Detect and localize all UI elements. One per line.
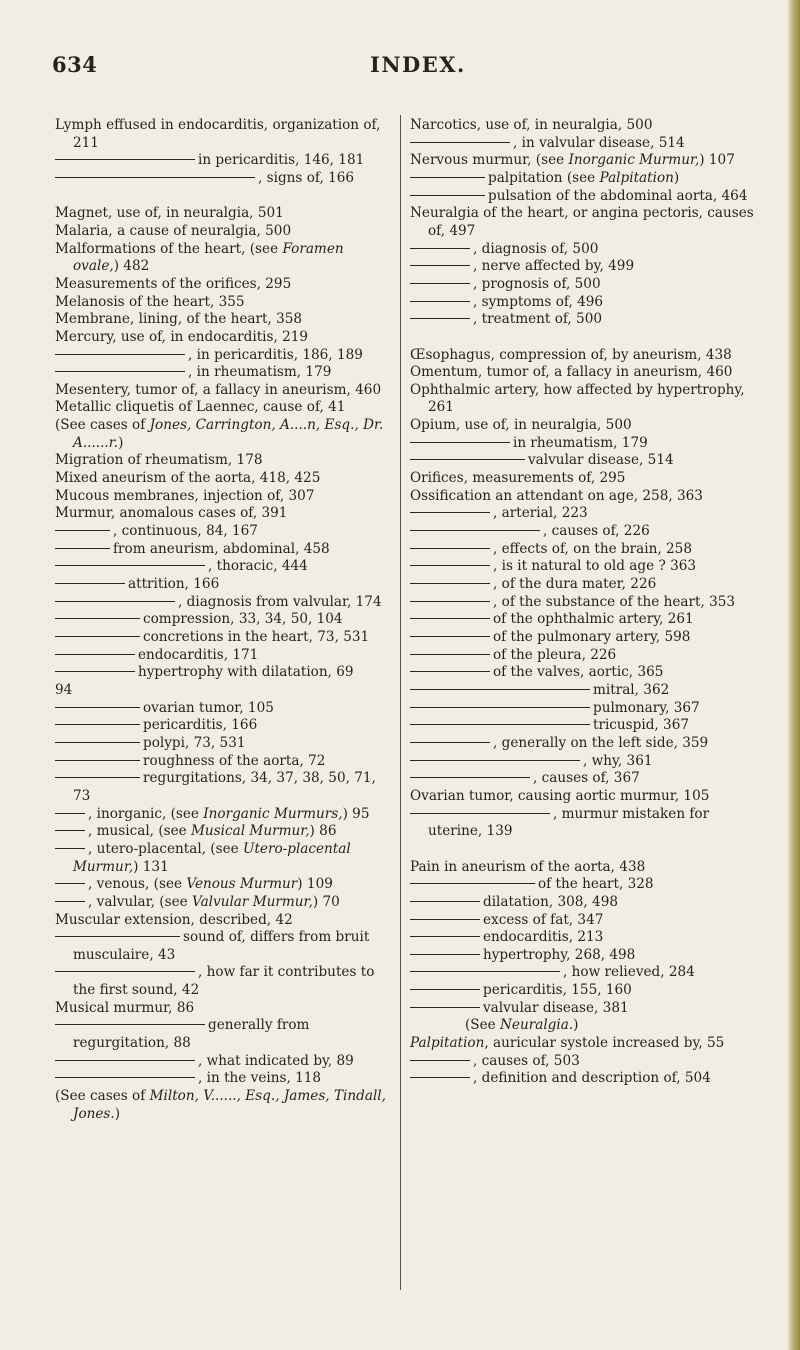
ditto-dash bbox=[410, 989, 480, 990]
index-entry bbox=[55, 223, 390, 241]
ditto-dash bbox=[410, 883, 535, 884]
index-entry bbox=[410, 894, 765, 912]
ditto-dash bbox=[55, 883, 85, 884]
index-entry-text: , causes of, 226 bbox=[543, 523, 650, 540]
index-entry bbox=[55, 823, 390, 841]
index-entry bbox=[410, 647, 765, 665]
index-entry bbox=[55, 241, 390, 276]
index-entry-text: , valvular, (see Valvular Murmur,) 70 bbox=[88, 893, 340, 910]
index-entry bbox=[55, 488, 390, 506]
index-entry-text: of the heart, 328 bbox=[538, 876, 654, 893]
index-entry-text: pulmonary, 367 bbox=[593, 699, 700, 716]
index-entry-text: roughness of the aorta, 72 bbox=[143, 752, 326, 769]
ditto-dash bbox=[55, 671, 135, 672]
index-entry-text: Narcotics, use of, in neuralgia, 500 bbox=[410, 117, 653, 133]
index-entry bbox=[55, 1088, 390, 1123]
index-entry bbox=[55, 470, 390, 488]
index-entry bbox=[55, 294, 390, 312]
ditto-dash bbox=[410, 636, 490, 637]
index-column-right bbox=[410, 117, 765, 1088]
ditto-dash bbox=[410, 318, 470, 319]
ditto-dash bbox=[410, 971, 560, 972]
index-entry bbox=[55, 1017, 390, 1052]
page-number: 634 bbox=[52, 52, 98, 77]
ditto-dash bbox=[55, 707, 140, 708]
index-entry-text: , in rheumatism, 179 bbox=[188, 364, 332, 381]
entry-gap bbox=[55, 188, 390, 206]
index-entry-text: tricuspid, 367 bbox=[593, 717, 689, 734]
index-entry-text: Neuralgia of the heart, or angina pectoris, causes of, 497 bbox=[410, 205, 754, 239]
index-entry bbox=[410, 470, 765, 488]
index-entry bbox=[410, 700, 765, 718]
ditto-dash bbox=[55, 760, 140, 761]
index-entry-text: , causes of, 503 bbox=[473, 1052, 580, 1069]
index-entry-text: dilatation, 308, 498 bbox=[483, 893, 618, 910]
index-entry bbox=[55, 629, 390, 647]
index-entry-text: , inorganic, (see Inorganic Murmurs,) 95 bbox=[88, 805, 370, 822]
index-entry bbox=[55, 700, 390, 718]
index-entry-text: in pericarditis, 146, 181 bbox=[198, 152, 365, 169]
index-entry bbox=[55, 347, 390, 365]
ditto-dash bbox=[410, 301, 470, 302]
index-entry bbox=[410, 1035, 765, 1053]
index-entry bbox=[410, 947, 765, 965]
ditto-dash bbox=[55, 830, 85, 831]
index-entry bbox=[410, 276, 765, 294]
ditto-dash bbox=[410, 724, 590, 725]
index-entry bbox=[55, 558, 390, 576]
index-entry-text: , venous, (see Venous Murmur) 109 bbox=[88, 876, 333, 893]
ditto-dash bbox=[410, 265, 470, 266]
index-entry-text: pericarditis, 166 bbox=[143, 717, 258, 734]
index-entry bbox=[410, 117, 765, 135]
index-entry bbox=[410, 558, 765, 576]
index-entry bbox=[410, 982, 765, 1000]
running-head: INDEX. bbox=[370, 52, 466, 77]
ditto-dash bbox=[410, 936, 480, 937]
index-entry-text: Orifices, measurements of, 295 bbox=[410, 470, 626, 487]
index-entry-text: , musical, (see Musical Murmur,) 86 bbox=[88, 823, 337, 840]
index-entry-text: Omentum, tumor of, a fallacy in aneurism, 460 bbox=[410, 364, 733, 381]
ditto-dash bbox=[55, 813, 85, 814]
ditto-dash bbox=[410, 618, 490, 619]
ditto-dash bbox=[410, 583, 490, 584]
index-entry-text: generally from regurgitation, 88 bbox=[73, 1017, 310, 1052]
index-entry bbox=[410, 452, 765, 470]
index-entry-text: , arterial, 223 bbox=[493, 505, 588, 522]
ditto-dash bbox=[410, 195, 485, 196]
index-entry bbox=[55, 382, 390, 400]
index-entry bbox=[55, 594, 390, 612]
ditto-dash bbox=[55, 177, 255, 178]
index-entry-text: , why, 361 bbox=[583, 752, 653, 769]
index-entry bbox=[55, 964, 390, 999]
index-entry bbox=[410, 735, 765, 753]
index-entry-text: hypertrophy with dilatation, 69 bbox=[138, 664, 354, 681]
index-entry-text: , in valvular disease, 514 bbox=[513, 134, 685, 151]
entry-gap bbox=[410, 329, 765, 347]
index-entry-text: Pain in aneurism of the aorta, 438 bbox=[410, 858, 646, 875]
index-entry-text: Ophthalmic artery, how affected by hypertrophy, 261 bbox=[410, 381, 745, 416]
index-entry bbox=[55, 806, 390, 824]
ditto-dash bbox=[410, 1007, 480, 1008]
index-entry-text: , in pericarditis, 186, 189 bbox=[188, 346, 363, 363]
index-entry-text: (See cases of Jones, Carrington, A....n, Esq., Dr. A......r.) bbox=[55, 417, 384, 451]
index-entry bbox=[410, 964, 765, 982]
index-entry-text: (See Neuralgia.) bbox=[465, 1017, 579, 1034]
index-entry-text: , treatment of, 500 bbox=[473, 311, 603, 328]
ditto-dash bbox=[55, 530, 110, 531]
index-entry-text: in rheumatism, 179 bbox=[513, 434, 648, 451]
index-entry-text: Mercury, use of, in endocarditis, 219 bbox=[55, 328, 309, 345]
index-entry bbox=[55, 770, 390, 805]
index-entry bbox=[55, 399, 390, 417]
ditto-dash bbox=[55, 1024, 205, 1025]
index-entry bbox=[410, 929, 765, 947]
ditto-dash bbox=[410, 654, 490, 655]
index-entry-text: , prognosis of, 500 bbox=[473, 275, 601, 292]
index-entry bbox=[410, 682, 765, 700]
index-entry-text: pericarditis, 155, 160 bbox=[483, 982, 632, 999]
index-entry bbox=[410, 1070, 765, 1088]
ditto-dash bbox=[55, 742, 140, 743]
index-entry bbox=[410, 488, 765, 506]
index-entry bbox=[55, 929, 390, 964]
ditto-dash bbox=[55, 159, 195, 160]
index-entry bbox=[55, 505, 390, 523]
index-entry-text: Malaria, a cause of neuralgia, 500 bbox=[55, 222, 292, 239]
index-entry-text: Murmur, anomalous cases of, 391 bbox=[55, 505, 288, 522]
index-entry bbox=[410, 770, 765, 788]
index-entry bbox=[410, 611, 765, 629]
ditto-dash bbox=[410, 177, 485, 178]
index-entry-text: Malformations of the heart, (see Foramen ovale,) 482 bbox=[55, 240, 344, 275]
index-entry-text: Lymph effused in endocarditis, organization of, 211 bbox=[55, 117, 381, 151]
index-entry-text: , what indicated by, 89 bbox=[198, 1052, 354, 1069]
ditto-dash bbox=[410, 1060, 470, 1061]
index-entry bbox=[55, 311, 390, 329]
index-entry-text: , generally on the left side, 359 bbox=[493, 734, 709, 751]
ditto-dash bbox=[55, 371, 185, 372]
index-entry-text: endocarditis, 213 bbox=[483, 929, 604, 946]
index-entry bbox=[55, 276, 390, 294]
index-entry bbox=[55, 1053, 390, 1071]
ditto-dash bbox=[410, 777, 530, 778]
index-entry-text: Migration of rheumatism, 178 bbox=[55, 452, 263, 469]
index-entry-text: of the pleura, 226 bbox=[493, 646, 617, 663]
index-entry-text: Metallic cliquetis of Laennec, cause of, 41 bbox=[55, 399, 346, 416]
index-entry-text: (See cases of Milton, V......, Esq., James, Tindall, Jones.) bbox=[55, 1088, 386, 1122]
index-entry bbox=[410, 188, 765, 206]
ditto-dash bbox=[55, 724, 140, 725]
index-entry bbox=[410, 859, 765, 877]
ditto-dash bbox=[55, 654, 135, 655]
index-entry bbox=[55, 717, 390, 735]
index-entry bbox=[55, 364, 390, 382]
index-entry-text: Mixed aneurism of the aorta, 418, 425 bbox=[55, 470, 321, 487]
ditto-dash bbox=[410, 689, 590, 690]
index-entry-text: , of the dura mater, 226 bbox=[493, 576, 657, 593]
index-entry-text: , definition and description of, 504 bbox=[473, 1070, 711, 1087]
index-entry-text: Melanosis of the heart, 355 bbox=[55, 293, 245, 310]
index-entry bbox=[55, 523, 390, 541]
ditto-dash bbox=[55, 548, 110, 549]
index-entry-text: , how relieved, 284 bbox=[563, 964, 695, 981]
index-entry bbox=[410, 912, 765, 930]
index-entry bbox=[410, 205, 765, 240]
index-entry bbox=[410, 1000, 765, 1018]
index-entry-text: , is it natural to old age ? 363 bbox=[493, 558, 697, 575]
index-entry-text: , diagnosis of, 500 bbox=[473, 240, 599, 257]
index-entry-text: , in the veins, 118 bbox=[198, 1070, 322, 1087]
index-entry bbox=[410, 505, 765, 523]
index-entry-text: polypi, 73, 531 bbox=[143, 734, 246, 751]
ditto-dash bbox=[410, 442, 510, 443]
index-entry bbox=[55, 664, 390, 682]
index-entry-text: , thoracic, 444 bbox=[208, 558, 308, 575]
index-entry-text: Ossification an attendant on age, 258, 363 bbox=[410, 487, 703, 504]
index-entry-text: of the pulmonary artery, 598 bbox=[493, 629, 691, 646]
index-entry-text: , utero-placental, (see Utero-placental Murmur,) 131 bbox=[73, 840, 351, 875]
page-header bbox=[0, 52, 790, 82]
index-entry-text: , symptoms of, 496 bbox=[473, 293, 604, 310]
index-entry-text: of the valves, aortic, 365 bbox=[493, 664, 664, 681]
index-entry-text: sound of, differs from bruit musculaire, 43 bbox=[73, 929, 370, 963]
index-entry bbox=[410, 347, 765, 365]
index-entry bbox=[55, 876, 390, 894]
index-entry-text: regurgitations, 34, 37, 38, 50, 71, 73 bbox=[73, 770, 376, 804]
index-entry-text: Musical murmur, 86 bbox=[55, 999, 195, 1016]
column-divider bbox=[400, 115, 401, 1290]
ditto-dash bbox=[55, 354, 185, 355]
index-entry bbox=[55, 1070, 390, 1088]
ditto-dash bbox=[410, 954, 480, 955]
index-entry bbox=[410, 241, 765, 259]
index-entry bbox=[55, 329, 390, 347]
index-entry-text: , diagnosis from valvular, 174 bbox=[178, 593, 382, 610]
index-entry-text: Ovarian tumor, causing aortic murmur, 105 bbox=[410, 787, 710, 804]
index-entry-text: Measurements of the orifices, 295 bbox=[55, 275, 292, 292]
ditto-dash bbox=[410, 565, 490, 566]
ditto-dash bbox=[410, 142, 510, 143]
index-entry bbox=[55, 894, 390, 912]
ditto-dash bbox=[410, 919, 480, 920]
index-entry bbox=[410, 135, 765, 153]
index-entry bbox=[410, 1017, 765, 1035]
index-entry-text: Palpitation, auricular systole increased by, 55 bbox=[410, 1035, 725, 1052]
ditto-dash bbox=[410, 671, 490, 672]
index-entry-text: of the ophthalmic artery, 261 bbox=[493, 611, 694, 628]
index-entry bbox=[410, 311, 765, 329]
index-entry bbox=[55, 647, 390, 665]
index-entry bbox=[55, 541, 390, 559]
ditto-dash bbox=[410, 530, 540, 531]
index-entry-text: valvular disease, 381 bbox=[483, 999, 629, 1016]
index-entry bbox=[410, 788, 765, 806]
ditto-dash bbox=[55, 618, 140, 619]
index-entry bbox=[410, 294, 765, 312]
ditto-dash bbox=[410, 283, 470, 284]
index-entry bbox=[55, 753, 390, 771]
index-entry-text: endocarditis, 171 bbox=[138, 646, 259, 663]
ditto-dash bbox=[55, 936, 180, 937]
index-entry bbox=[410, 753, 765, 771]
index-entry bbox=[410, 364, 765, 382]
index-entry bbox=[55, 152, 390, 170]
index-entry bbox=[55, 170, 390, 188]
index-entry-text: palpitation (see Palpitation) bbox=[488, 169, 680, 186]
index-entry-text: , continuous, 84, 167 bbox=[113, 523, 258, 540]
index-entry-text: Œsophagus, compression of, by aneurism, 438 bbox=[410, 346, 732, 363]
index-entry bbox=[410, 876, 765, 894]
ditto-dash bbox=[410, 548, 490, 549]
ditto-dash bbox=[55, 1060, 195, 1061]
index-entry bbox=[55, 912, 390, 930]
index-entry-text: attrition, 166 bbox=[128, 576, 220, 593]
index-entry bbox=[410, 152, 765, 170]
index-entry bbox=[55, 576, 390, 594]
index-entry bbox=[55, 117, 390, 152]
index-entry-text: , of the substance of the heart, 353 bbox=[493, 593, 736, 610]
index-entry-text: , murmur mistaken for uterine, 139 bbox=[428, 805, 710, 840]
index-entry-text: , how far it contributes to the first sound, 42 bbox=[73, 964, 375, 999]
index-entry bbox=[410, 170, 765, 188]
index-entry bbox=[410, 717, 765, 735]
ditto-dash bbox=[55, 583, 125, 584]
index-entry bbox=[410, 541, 765, 559]
ditto-dash bbox=[410, 512, 490, 513]
index-entry bbox=[55, 452, 390, 470]
index-entry-text: Magnet, use of, in neuralgia, 501 bbox=[55, 205, 284, 222]
index-entry-text: , effects of, on the brain, 258 bbox=[493, 540, 692, 557]
ditto-dash bbox=[410, 601, 490, 602]
ditto-dash bbox=[410, 813, 550, 814]
entry-gap bbox=[410, 841, 765, 859]
index-entry-text: valvular disease, 514 bbox=[528, 452, 674, 469]
ditto-dash bbox=[410, 742, 490, 743]
index-entry bbox=[55, 611, 390, 629]
ditto-dash bbox=[410, 248, 470, 249]
ditto-dash bbox=[55, 565, 205, 566]
index-entry bbox=[410, 435, 765, 453]
index-entry-text: , signs of, 166 bbox=[258, 169, 355, 186]
index-entry bbox=[55, 417, 390, 452]
index-entry bbox=[410, 417, 765, 435]
ditto-dash bbox=[410, 901, 480, 902]
index-entry-text: , causes of, 367 bbox=[533, 770, 640, 787]
index-entry-text: Opium, use of, in neuralgia, 500 bbox=[410, 417, 632, 434]
index-entry-text: from aneurism, abdominal, 458 bbox=[113, 540, 330, 557]
ditto-dash bbox=[410, 1077, 470, 1078]
index-entry-text: Membrane, lining, of the heart, 358 bbox=[55, 311, 303, 328]
ditto-dash bbox=[55, 601, 175, 602]
index-entry-text: ovarian tumor, 105 bbox=[143, 699, 274, 716]
ditto-dash bbox=[410, 707, 590, 708]
index-entry bbox=[410, 629, 765, 647]
ditto-dash bbox=[55, 636, 140, 637]
index-entry-text: mitral, 362 bbox=[593, 681, 670, 698]
index-entry bbox=[55, 682, 390, 700]
index-entry bbox=[55, 841, 390, 876]
ditto-dash bbox=[410, 459, 525, 460]
index-entry-text: hypertrophy, 268, 498 bbox=[483, 946, 636, 963]
index-entry bbox=[410, 382, 765, 417]
index-entry-text: Muscular extension, described, 42 bbox=[55, 911, 293, 928]
index-column-left bbox=[55, 117, 390, 1123]
index-entry bbox=[55, 205, 390, 223]
index-entry bbox=[410, 594, 765, 612]
ditto-dash bbox=[55, 777, 140, 778]
ditto-dash bbox=[55, 848, 85, 849]
index-entry bbox=[410, 576, 765, 594]
ditto-dash bbox=[410, 760, 580, 761]
ditto-dash bbox=[55, 901, 85, 902]
index-entry bbox=[55, 1000, 390, 1018]
index-entry-text: Mesentery, tumor of, a fallacy in aneurism, 460 bbox=[55, 381, 382, 398]
index-entry bbox=[410, 664, 765, 682]
index-entry-text: , nerve affected by, 499 bbox=[473, 258, 635, 275]
index-entry-text: Mucous membranes, injection of, 307 bbox=[55, 487, 315, 504]
index-entry-text: excess of fat, 347 bbox=[483, 911, 604, 928]
index-entry-text: Nervous murmur, (see Inorganic Murmur,) 107 bbox=[410, 152, 735, 169]
index-entry bbox=[410, 523, 765, 541]
index-entry bbox=[410, 806, 765, 841]
index-entry-text: compression, 33, 34, 50, 104 bbox=[143, 611, 343, 628]
index-entry bbox=[410, 1053, 765, 1071]
ditto-dash bbox=[55, 1077, 195, 1078]
index-entry-text: pulsation of the abdominal aorta, 464 bbox=[488, 187, 748, 204]
ditto-dash bbox=[55, 971, 195, 972]
index-entry bbox=[55, 735, 390, 753]
index-entry-text: 94 bbox=[55, 681, 73, 698]
index-entry bbox=[410, 258, 765, 276]
index-entry-text: concretions in the heart, 73, 531 bbox=[143, 629, 370, 646]
page-edge bbox=[788, 0, 800, 1350]
